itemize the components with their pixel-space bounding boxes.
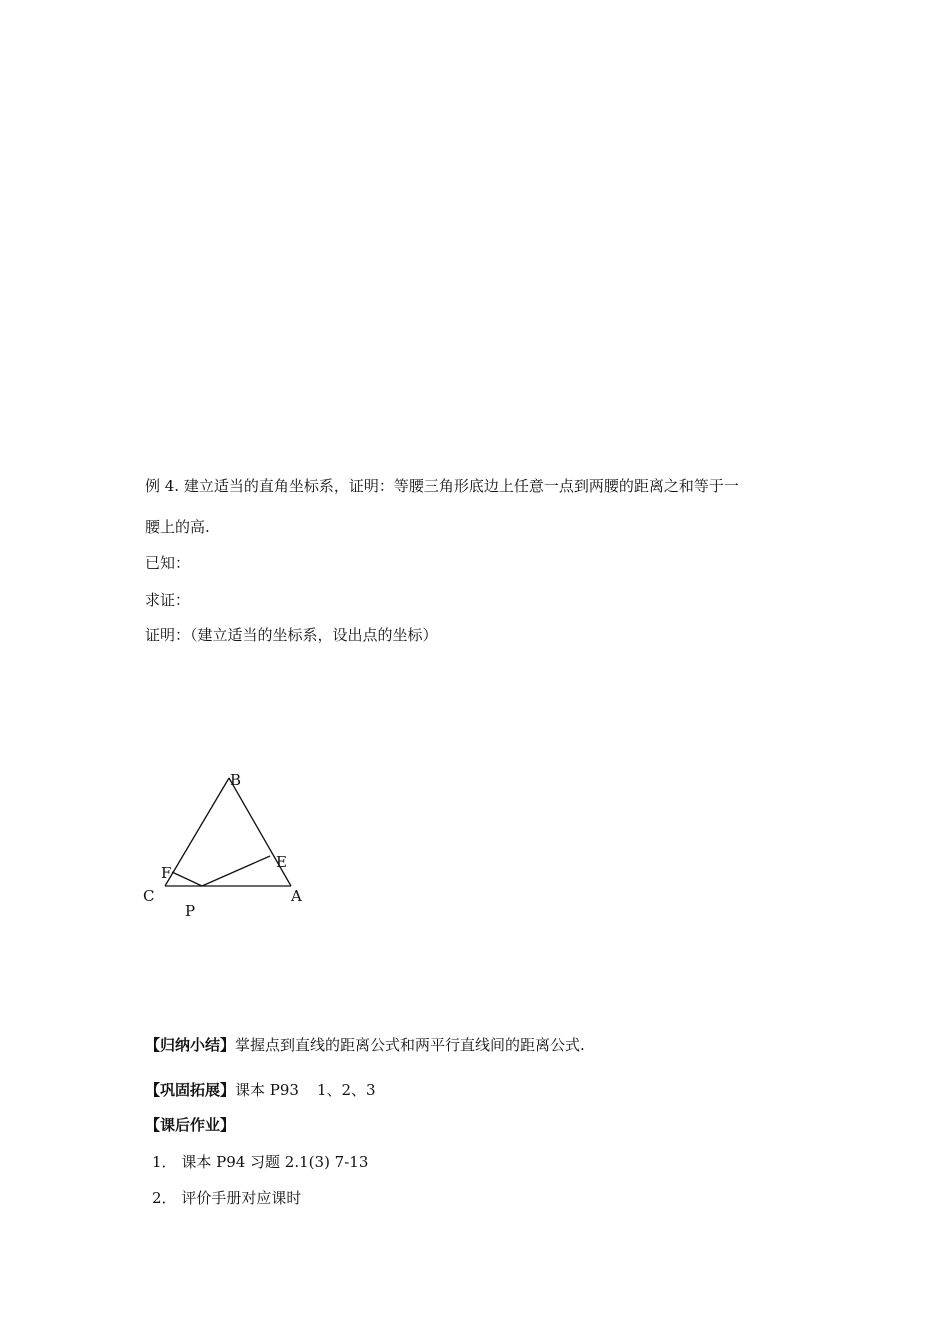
label-F: F — [161, 864, 172, 882]
triangle-figure — [130, 760, 330, 924]
homework-item-1 — [152, 1152, 368, 1172]
summary — [145, 1035, 585, 1055]
extension-text: 课本 P93 — [235, 1081, 299, 1099]
segment-PE — [202, 856, 270, 886]
extension-items: 1、2、3 — [316, 1081, 376, 1099]
prove-label: 求证： — [145, 591, 191, 609]
side-CB — [165, 778, 229, 886]
given-label: 已知： — [145, 554, 191, 572]
example-line-2: 腰上的高. — [145, 518, 210, 536]
homework-item-text: 评价手册对应课时 — [181, 1189, 302, 1207]
summary-text: 掌握点到直线的距离公式和两平行直线间的距离公式. — [235, 1036, 585, 1054]
homework-heading: 【课后作业】 — [145, 1116, 236, 1134]
proof-label: 证明：（建立适当的坐标系，设出点的坐标） — [145, 626, 438, 644]
homework-item-number: 2． — [152, 1189, 177, 1207]
example-line-1: 例 4. 建立适当的直角坐标系，证明：等腰三角形底边上任意一点到两腰的距离之和等于一 — [145, 477, 739, 495]
label-P: P — [185, 902, 196, 920]
extension-heading: 【巩固拓展】 — [145, 1081, 236, 1099]
summary-heading: 【归纳小结】 — [145, 1036, 236, 1054]
homework-item-number: 1． — [152, 1153, 177, 1171]
label-C: C — [143, 887, 155, 905]
label-E: E — [276, 853, 287, 871]
homework-item-text: 课本 P94 习题 2.1(3) 7-13 — [181, 1153, 369, 1171]
label-A: A — [291, 887, 302, 905]
label-B: B — [230, 771, 242, 789]
homework-item-2 — [152, 1188, 301, 1208]
extension — [145, 1080, 376, 1100]
segment-PF — [172, 872, 202, 886]
